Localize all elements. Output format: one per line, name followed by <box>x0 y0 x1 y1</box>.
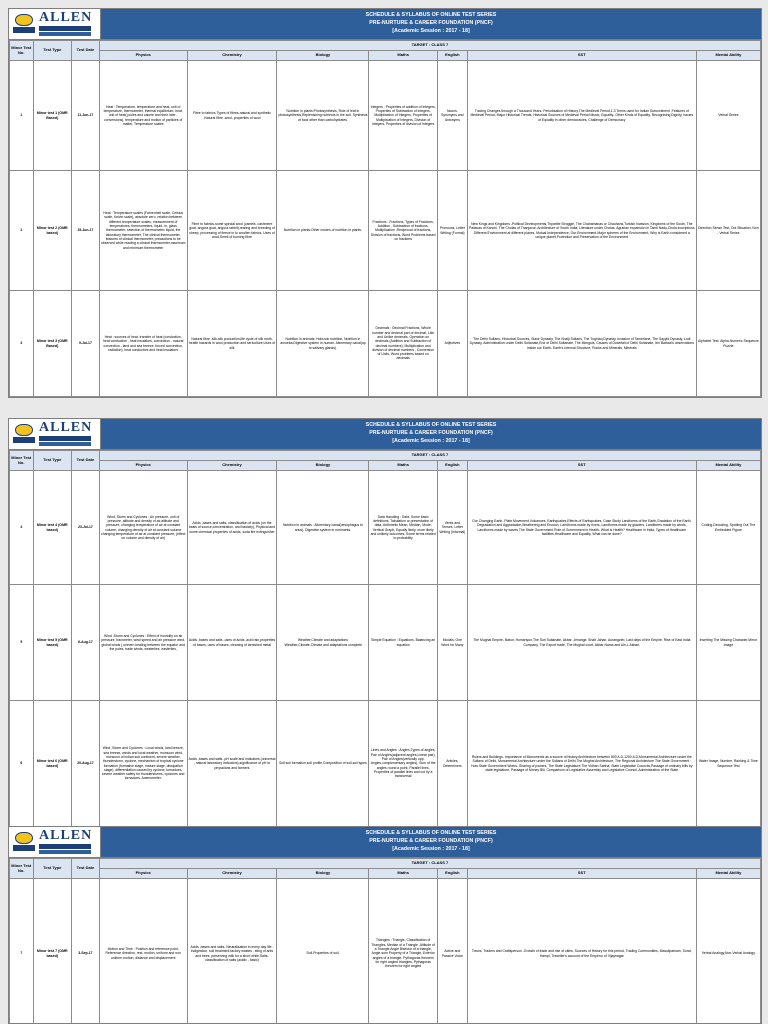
header-row <box>10 451 761 461</box>
header-titles <box>101 827 761 857</box>
cell-maths: Integers : Properties of addition of Integers, Properties of Subtraction of integers, Multiplication of Integers, Properties of Multiplication of Integers, Division of integers, Properties of division of integers <box>369 61 437 171</box>
schedule-page <box>8 418 762 828</box>
schedule-page <box>8 8 762 398</box>
test-date: 25-Jun-17 <box>72 171 100 291</box>
table-row <box>10 471 761 585</box>
cell-biology: Nutrition in animals: Holozoic nutrition, Nutrition in amoeba,Digestive system in human. Alimentary canal(up to salivary glands). <box>277 291 369 397</box>
col-minor-test-no: Minor Test No. <box>10 451 34 471</box>
test-number: 5 <box>10 585 34 701</box>
col-biology: Biology <box>277 461 369 471</box>
header-row <box>10 859 761 869</box>
test-date: 9-Jul-17 <box>72 291 100 397</box>
cell-physics: Motion and Time : Position and reference point, Reference direction, rest, motion, uniform and non uniform motion, distance and displacement <box>99 879 187 1024</box>
cell-english: Active and Passive Voice <box>437 879 467 1024</box>
col-sst: SST <box>467 461 696 471</box>
logo-band-2 <box>39 850 91 854</box>
test-number: 4 <box>10 471 34 585</box>
test-number: 3 <box>10 291 34 397</box>
cell-biology: Nutrition in plants:Other modes of nutrition in plants. <box>277 171 369 291</box>
subject-row <box>10 51 761 61</box>
col-test-type: Test Type <box>33 41 72 61</box>
emblem-icon <box>15 424 33 436</box>
header-row <box>10 41 761 51</box>
logo-band <box>39 26 91 31</box>
cell-sst: Rulers and Buildings- Importance of Monuments as a source of history,Architecture between 800 A.D-1200 A.D,Monumental Architecture under the Sultans of Delhi, Monumental Architecture under the Sultans of Delhi,The Mughal Architecture, The Regional Architecture The State Government : How State Government Works- Sharing of powers, The State Legislature,The Vidhan Sabha, State Legislative Councils,Passage of ordinary bills by state legislature, Passage of Money Bill, Comparison of Legislative Assembly and Legislative Council, Administration of the State <box>467 701 696 827</box>
cell-physics: Heat : Temperature, temperature and heat, unit of temperature, thermometer, thermal equilibrium, heat, unit of heat( joules and calorie and their inter - conversions), temperature and motion of particles of matter, Temperature scales <box>99 61 187 171</box>
cell-chemistry: Acids ,bases and salts- Neutralisation in every day life - indigestion, soil treatment,factory wastes , sting of ants and bees, preserving milk for a short while,Salts- classification of salts (acidic , basic) <box>187 879 277 1024</box>
cell-biology: Nutrition in animals : Alimentary canal(oesophagus to anus). Digestive system in ruminants. <box>277 471 369 585</box>
col-mental-ability: Mental Ability <box>696 869 760 879</box>
cell-maths: Data Handling : Data, Some basic definitions, Tabulation or presentation of data, Arithmetic Mean, Median, Mode, Vertical Graph, Equally likely, more likely and unlikely outcomes, Some terms related to probability <box>369 471 437 585</box>
logo-text: ALLEN <box>39 420 93 435</box>
cell-biology: Soil:soil formation,soil profile,Composition of soil,soil types <box>277 701 369 827</box>
table-row <box>10 171 761 291</box>
cell-maths: Fractions : Fractions, Types of Fractions, Addition , Subtraction of fractions, Multiplication ,Reciprocal of fractions, Division of fractions, Word Problems based on fractions <box>369 171 437 291</box>
col-chemistry: Chemistry <box>187 461 277 471</box>
test-number: 1 <box>10 61 34 171</box>
subject-row <box>10 461 761 471</box>
table-row <box>10 61 761 171</box>
test-type: Minor test 6 (OMR based) <box>33 701 72 827</box>
header-line2: PRE-NURTURE & CAREER FOUNDATION (PNCF) <box>369 20 493 26</box>
cell-biology: Nutrition in plants:Photosynthesis, Role of leaf in photosynthesis,Replenishing nutrients in the soil. Synthesis of food other than carbohydrates. <box>277 61 369 171</box>
logo-band-2 <box>39 32 91 36</box>
table-row <box>10 291 761 397</box>
syllabus-table <box>9 40 761 397</box>
logo-text: ALLEN <box>39 828 93 843</box>
cell-english: Pronouns, Letter Writing (Formal) <box>437 171 467 291</box>
col-biology: Biology <box>277 869 369 879</box>
schedule-page <box>8 826 762 1024</box>
cell-physics: Wind ,Storm and Cyclones : Effect of humidity on air pressure, barometer, wind speed and air pressure wind, global winds ( uneven heating between the equator and the poles, trade winds, westerlies, easterlies, <box>99 585 187 701</box>
header-line1: SCHEDULE & SYLLABUS OF ONLINE TEST SERIES <box>365 422 497 428</box>
cell-sst: Our Changing Earth- Plate Movement,Volcanoes, Earthquakes,Effects of Earthquakes, Case Study Landforms of the Earth,Gradation of the Earth, Degradation and Aggradation,Weathering and Erosion, Landforms made by rivers, Landforms made by glaciers, Landforms made by winds, Landforms made by waves The State Government Role of Government in Health- What is Health? Healthcare in India, Types of Healthcare facilities,Healthcare and Equality, What can be done? <box>467 471 696 585</box>
test-date: 20-Aug-17 <box>72 701 100 827</box>
emblem-base <box>13 845 35 851</box>
header-titles <box>101 419 761 449</box>
test-date: 11-Jun-17 <box>72 61 100 171</box>
col-minor-test-no: Minor Test No. <box>10 41 34 61</box>
test-type: Minor test 1 (OMR Based) <box>33 61 72 171</box>
allen-logo <box>9 827 101 857</box>
syllabus-table <box>9 450 761 827</box>
logo-band-2 <box>39 442 91 446</box>
emblem-base <box>13 27 35 33</box>
header-line1: SCHEDULE & SYLLABUS OF ONLINE TEST SERIES <box>365 830 497 836</box>
cell-chemistry: Fibre to fabrics-some special wool (camels, cashmere goat, angora goat, angora rabbit),rearing and breeding of sheep, processing of fleece in to woollen fabrics, Uses of wool,Smell of burning fibre <box>187 171 277 291</box>
subject-row <box>10 869 761 879</box>
col-test-type: Test Type <box>33 451 72 471</box>
allen-logo <box>9 9 101 39</box>
col-english: English <box>437 461 467 471</box>
header-line1: SCHEDULE & SYLLABUS OF ONLINE TEST SERIES <box>365 12 497 18</box>
cell-maths: Simple Equation : Equations, Balancing an equation <box>369 585 437 701</box>
cell-sst: Towns, Traders and Craftsperson -Growth of trade and rise of cities, Sources of History for this period, Trading Communities, Masulipatnam, Surat, Hampi, Traveller's account of the Emperor of Vijaynagar <box>467 879 696 1024</box>
test-type: Minor test 4 (OMR based) <box>33 471 72 585</box>
cell-sst: The Mughal Empire- Babur, Humanyun,The Suri Sultanate, Akbar ,Jehangir, Shah Jahan, Aurangzeb, Last days of the Empire, Rise of East India Company, The Export trade, The Mughal court, Akbar Nama and Ain-i- Akbari, <box>467 585 696 701</box>
col-maths: Maths <box>369 461 437 471</box>
col-english: English <box>437 51 467 61</box>
cell-chemistry: Acids ,bases and salts- classification of acids (on the basis of source,concentration, and basicity), Physical and some chemical properties of acids, soda fire extinguisher <box>187 471 277 585</box>
cell-chemistry: Fibre to fabrics-Types of fibres-natural and synthetic ,Natural fibre -wool, properties of wool <box>187 61 277 171</box>
col-mental-ability: Mental Ability <box>696 461 760 471</box>
test-type: Minor test 7 (OMR based) <box>33 879 72 1024</box>
cell-english: Articles, Determiners <box>437 701 467 827</box>
emblem-icon <box>15 832 33 844</box>
cell-physics: Heat : Temperature scales (Fahrenheit scale, Celsius scale, Kelvin scale), absolute zero, relation between different temperature scales, measurement of temperatures, thermometers, liquid- in- glass thermometer, selection of thermometric liquid, the laboratory thermometer, The clinical thermometer, features of clinical thermometer, precautions to be observed while reading a clinical thermometer,maximum and minimum thermometer <box>99 171 187 291</box>
header-line3: [Academic Session : 2017 - 18] <box>392 438 470 444</box>
col-test-type: Test Type <box>33 859 72 879</box>
cell-maths: Lines and Angles : Angles,Types of angles, Pair of Angles(adjacent angles,Linear pair), Pair of Angles(vertically opp. Angles,complementary angles), Sum of the angles round a point, Parallel lines, Properties of parallel lines and cut by a transversal <box>369 701 437 827</box>
test-date: 3-Sep-17 <box>72 879 100 1024</box>
test-date: 23-Jul-17 <box>72 471 100 585</box>
col-physics: Physics <box>99 461 187 471</box>
cell-mental-ability: Verbal Analogy,Non-Verbal Analogy <box>696 879 760 1024</box>
col-chemistry: Chemistry <box>187 51 277 61</box>
test-number: 6 <box>10 701 34 827</box>
header-line2: PRE-NURTURE & CAREER FOUNDATION (PNCF) <box>369 838 493 844</box>
cell-english: Adjectives <box>437 291 467 397</box>
target-heading: TARGET : CLASS 7 <box>99 451 760 461</box>
emblem-icon <box>15 14 33 26</box>
cell-sst: Tracing Changes through a Thousand Years- Periodisation of History,The Medieval Period,1.3 Terms used for Indian Subcontinent ,Features of Medieval Period, Major Historical Trends, Historical Sources of Medieval Period Music, Equality- Other Kinds of Equality, Recognising Dignity, Issues of Equality in other democracies, Challenge of Democracy <box>467 61 696 171</box>
page-header <box>9 9 761 40</box>
emblem-base <box>13 437 35 443</box>
col-sst: SST <box>467 869 696 879</box>
cell-sst: The Delhi Sultans- Historical Sources, Slave Dynasty, The Khalji Sultans, The Tughlaq Dynasty, Invasion of Tamerlane, The Sayyid Dynasty, Lodi Dynasty, Administration under Delhi Sultanate,End of Delhi Sultanate, The Mongols, Causes of Downfall of Delhi Sultanate, Ibn Battuta's observations Inside our Earth- Earth's Internal Structure, Rocks and Minerals, Minerals <box>467 291 696 397</box>
cell-biology: Soil-Properties of soil. <box>277 879 369 1024</box>
col-mental-ability: Mental Ability <box>696 51 760 61</box>
col-test-date: Test Date <box>72 41 100 61</box>
target-heading: TARGET : CLASS 7 <box>99 859 760 869</box>
table-row <box>10 585 761 701</box>
col-test-date: Test Date <box>72 451 100 471</box>
cell-english: Nouns, Synonyms and Antonyms <box>437 61 467 171</box>
cell-mental-ability: Water Image, Number, Ranking & Time Sequence Test <box>696 701 760 827</box>
logo-band <box>39 436 91 441</box>
table-row <box>10 701 761 827</box>
cell-english: Modals, One Word for Many <box>437 585 467 701</box>
syllabus-table <box>9 858 761 1024</box>
cell-mental-ability: Alphabet Test, Alpha-Numeric Sequence Puzzle <box>696 291 760 397</box>
target-heading: TARGET : CLASS 7 <box>99 41 760 51</box>
cell-chemistry: Acids ,bases and salts -uses of acids ,acid rain,properties of bases, uses of bases, cleaning of tarnished metal <box>187 585 277 701</box>
allen-logo <box>9 419 101 449</box>
col-maths: Maths <box>369 869 437 879</box>
col-chemistry: Chemistry <box>187 869 277 879</box>
col-test-date: Test Date <box>72 859 100 879</box>
col-english: English <box>437 869 467 879</box>
cell-chemistry: Natural fibre -silk-silk production,life cycle of silk moth, health hazards in wool production and sericulture,Uses of silk <box>187 291 277 397</box>
cell-mental-ability: Inserting The Missing Character,Mirror Image <box>696 585 760 701</box>
cell-mental-ability: Verbal Series <box>696 61 760 171</box>
logo-band <box>39 844 91 849</box>
col-physics: Physics <box>99 51 187 61</box>
test-number: 7 <box>10 879 34 1024</box>
cell-maths: Decimals : Decimal Fractions, Whole number and decimal part of decimal, Like and Unlike decimals, Operation on decimals (Addition and Subtraction of decimal numbers), Multiplication and division of decimal numbers , Conversion of Units, Word problems based on decimals <box>369 291 437 397</box>
col-minor-test-no: Minor Test No. <box>10 859 34 879</box>
test-type: Minor test 3 (OMR Based) <box>33 291 72 397</box>
header-line3: [Academic Session : 2017 - 18] <box>392 28 470 34</box>
col-biology: Biology <box>277 51 369 61</box>
col-maths: Maths <box>369 51 437 61</box>
col-sst: SST <box>467 51 696 61</box>
page-header <box>9 827 761 858</box>
cell-mental-ability: Direction Sense Test, Dot Situation, Non - Verbal Series <box>696 171 760 291</box>
cell-chemistry: Acids ,bases and salts -pH scale and indicators (universal , natural laboratory indicators),significance of pH to physicians and farmers <box>187 701 277 827</box>
cell-physics: Wind ,Storm and Cyclones : Local winds, land breeze, sea breeze, winds and local weather, monsoon wind, monsoon of indian sub continent, severe weather, thunderstorm, cyclone, mechanism of tropical cyclone formation (formative stage, mature stage, dissipation stage), differentiation caused by cyclone, tornadoes, severe weather safety for thunderstorms, cyclones and tornadoes. Anemometer. <box>99 701 187 827</box>
cell-english: Verbs and Tenses, Letter Writing (Informal) <box>437 471 467 585</box>
header-line3: [Academic Session : 2017 - 18] <box>392 846 470 852</box>
cell-biology: Weather,Climate and adaptations :Weather,Climate,Climate and adaptations complete <box>277 585 369 701</box>
page-header <box>9 419 761 450</box>
test-date: 6-Aug-17 <box>72 585 100 701</box>
table-row <box>10 879 761 1024</box>
test-type: Minor test 5 (OMR based) <box>33 585 72 701</box>
test-type: Minor test 2 (OMR based) <box>33 171 72 291</box>
cell-physics: Wind, Storm and Cyclones : Air pressure, unit of pressure, altitude and density of air,altitude and pressure, changing temperature of air at constant volume, changing density of air at constant volume changing temperature of air at constant pressure, (effect on volume and density of air) <box>99 471 187 585</box>
logo-text: ALLEN <box>39 10 93 25</box>
cell-physics: Heat : sources of heat, transfer of heat (conduction, heat conduction , heat insulators, convection - natural convection - land and sea breeze, forced convection, radiation), heat conductors and heat insulators <box>99 291 187 397</box>
cell-mental-ability: Coding-Decoding, Spotting Out The Embedded Figure <box>696 471 760 585</box>
col-physics: Physics <box>99 869 187 879</box>
cell-maths: Triangles : Triangle, Classification of Triangles, Median of a Triangle ,Altitude of a Triangle Angle Bisector of a triangle, Angle-sum Property of a Triangle, Exterior angles of a triangle, Pythagoras theorem for right angled triangles, Pythagoras theorem for right angled <box>369 879 437 1024</box>
header-titles <box>101 9 761 39</box>
header-line2: PRE-NURTURE & CAREER FOUNDATION (PNCF) <box>369 430 493 436</box>
test-number: 2 <box>10 171 34 291</box>
cell-sst: New Kings and Kingdoms -Political Developments,Tripartite Struggle, The Chahamanas or Chauhans,Turkish Invasion, Kingdoms of the South, The Pallavas of Kanchi, The Cholas of Thanjavur, Architecture of South India, Literature under Cholas, Agrarian expansion in Tamil Nadu,Chola inscriptions Different Environment at different places, Mutual Independence, Our Environment-Major spheres of the Environment, Why is Earth considered a unique planet,Protection and Preservation of the Environment <box>467 171 696 291</box>
